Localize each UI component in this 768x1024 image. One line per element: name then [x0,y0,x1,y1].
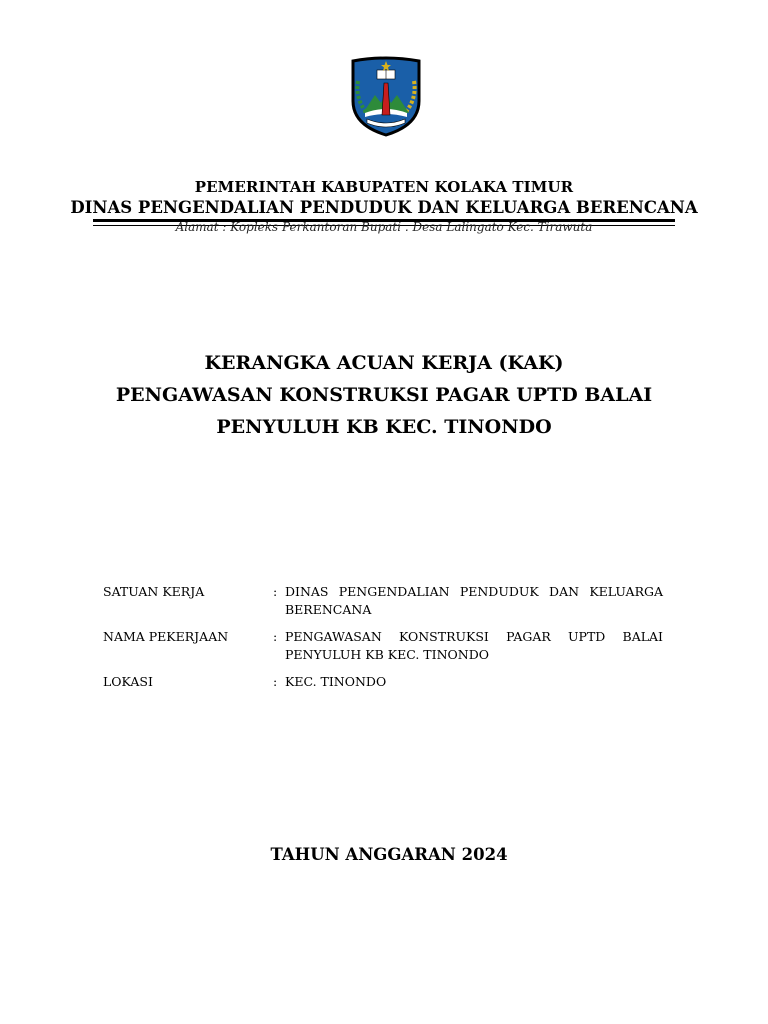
document-title-line-2: PENGAWASAN KONSTRUKSI PAGAR UPTD BALAI [115,384,653,406]
government-name: PEMERINTAH KABUPATEN KOLAKA TIMUR [194,178,574,196]
detail-value: DINAS PENGENDALIAN PENDUDUK DAN KELUARGA BERENCANA [285,584,663,617]
detail-separator: : [273,674,278,689]
detail-value: PENGAWASAN KONSTRUKSI PAGAR UPTD BALAI PENYULUH KB KEC. TINONDO [285,629,663,662]
document-title-line-1: KERANGKA ACUAN KERJA (KAK) [204,352,564,374]
fiscal-year: TAHUN ANGGARAN 2024 [270,845,508,864]
detail-separator: : [273,629,278,644]
detail-separator: : [273,584,278,599]
detail-label: SATUAN KERJA [103,584,205,599]
agency-name: DINAS PENGENDALIAN PENDUDUK DAN KELUARGA BERENCANA [70,198,698,217]
detail-label: NAMA PEKERJAAN [103,629,229,644]
detail-label: LOKASI [103,674,153,689]
document-title-line-3: PENYULUH KB KEC. TINONDO [216,416,552,438]
detail-value: KEC. TINONDO [285,674,387,689]
agency-address: Alamat : Kopleks Perkantoran Bupati . Desa Lalingato Kec. Tirawuta [175,220,593,234]
regency-emblem-icon [345,55,427,137]
